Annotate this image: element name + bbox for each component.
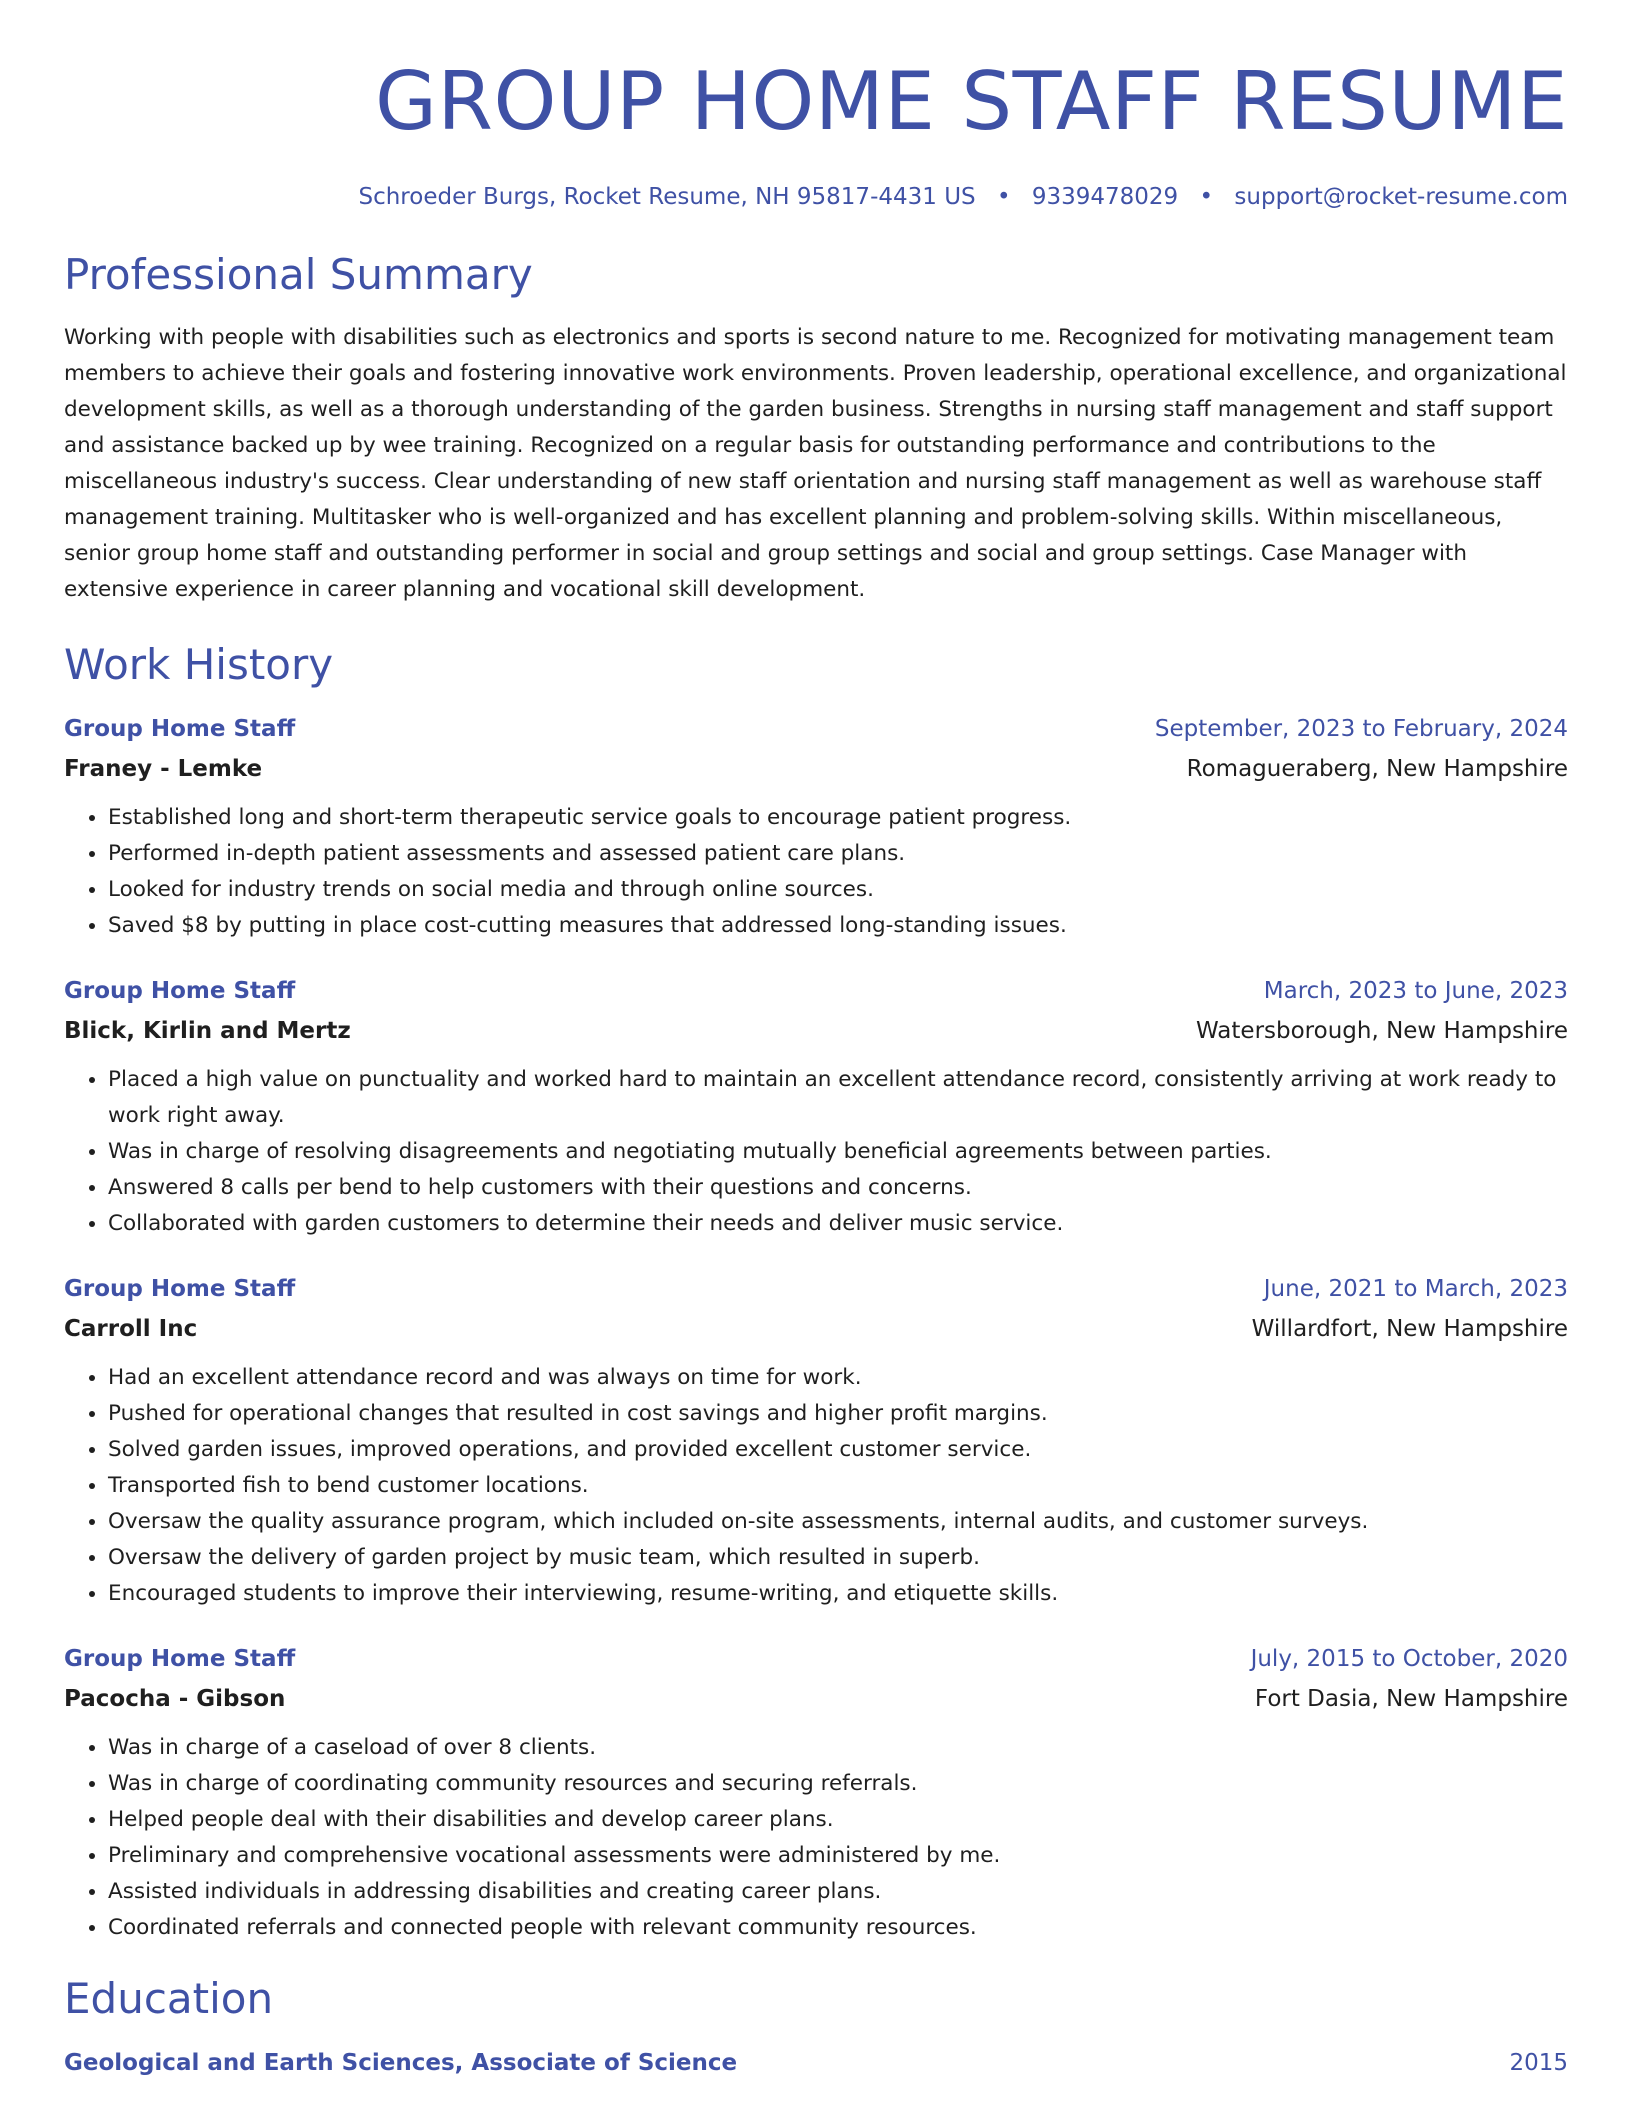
education-year: 2015 <box>1509 2050 1568 2076</box>
job-bullet: • Transported fish to bend customer locations. <box>108 1468 1568 1504</box>
job-bullet: • Looked for industry trends on social media and through online sources. <box>108 872 1568 908</box>
job-bullet: • Preliminary and comprehensive vocational assessments were administered by me. <box>108 1838 1568 1874</box>
job-title: Group Home Staff <box>64 716 296 742</box>
job-bullet: • Oversaw the delivery of garden project by music team, which resulted in superb. <box>108 1540 1568 1576</box>
job-bullet: • Pushed for operational changes that resulted in cost savings and higher profit margins. <box>108 1396 1568 1432</box>
job-bullet: • Assisted individuals in addressing disabilities and creating career plans. <box>108 1874 1568 1910</box>
contact-line <box>64 182 1568 212</box>
job-bullet: • Established long and short-term therapeutic service goals to encourage patient progress. <box>108 800 1568 836</box>
contact-address: Schroeder Burgs, Rocket Resume, NH 95817-4431 US <box>358 184 976 210</box>
job-bullet: • Saved $8 by putting in place cost-cutting measures that addressed long-standing issues. <box>108 908 1568 944</box>
job-bullet: • Was in charge of coordinating community resources and securing referrals. <box>108 1766 1568 1802</box>
job-bullet: • Encouraged students to improve their interviewing, resume-writing, and etiquette skills. <box>108 1576 1568 1612</box>
job-bullet: • Helped people deal with their disabilities and develop career plans. <box>108 1802 1568 1838</box>
education-heading: Education <box>64 1974 274 2023</box>
job-location: Romagueraberg, New Hampshire <box>1186 756 1568 782</box>
contact-phone: 9339478029 <box>1031 184 1179 210</box>
job-dates: June, 2021 to March, 2023 <box>1263 1276 1568 1302</box>
contact-email: support@rocket-resume.com <box>1234 184 1568 210</box>
job-bullet: • Solved garden issues, improved operations, and provided excellent customer service. <box>108 1432 1568 1468</box>
job-location: Willardfort, New Hampshire <box>1251 1316 1568 1342</box>
job-bullets <box>64 1062 1568 1242</box>
summary-heading: Professional Summary <box>64 250 533 299</box>
education-entry <box>64 2046 1568 2080</box>
job-title: Group Home Staff <box>64 978 296 1004</box>
job-company: Blick, Kirlin and Mertz <box>64 1018 351 1044</box>
education-section <box>64 1974 1568 2080</box>
job-entry <box>64 1272 1568 1612</box>
job-entry <box>64 712 1568 944</box>
job-title: Group Home Staff <box>64 1646 296 1672</box>
job-dates: September, 2023 to February, 2024 <box>1154 716 1568 742</box>
education-degree: Geological and Earth Sciences, Associate of Science <box>64 2050 738 2076</box>
work-history-heading: Work History <box>64 640 334 689</box>
job-dates: March, 2023 to June, 2023 <box>1263 978 1568 1004</box>
resume-title: GROUP HOME STAFF RESUME <box>374 55 1568 148</box>
job-bullet: • Placed a high value on punctuality and worked hard to maintain an excellent attendance record, consistently arriving at work ready to work right away. <box>108 1062 1568 1134</box>
job-entry <box>64 1642 1568 1946</box>
resume-header <box>64 0 1568 212</box>
summary-section <box>64 250 1568 608</box>
job-bullet: • Was in charge of a caseload of over 8 clients. <box>108 1730 1568 1766</box>
job-title: Group Home Staff <box>64 1276 296 1302</box>
job-bullets <box>64 1730 1568 1946</box>
job-bullet: • Performed in-depth patient assessments and assessed patient care plans. <box>108 836 1568 872</box>
work-history-section <box>64 640 1568 1946</box>
job-company: Carroll Inc <box>64 1316 198 1342</box>
job-company: Pacocha - Gibson <box>64 1686 286 1712</box>
job-location: Fort Dasia, New Hampshire <box>1254 1686 1568 1712</box>
job-bullet: • Had an excellent attendance record and was always on time for work. <box>108 1360 1568 1396</box>
job-dates: July, 2015 to October, 2020 <box>1250 1646 1568 1672</box>
job-entry <box>64 974 1568 1242</box>
job-bullet: • Collaborated with garden customers to determine their needs and deliver music service. <box>108 1206 1568 1242</box>
job-bullet: • Was in charge of resolving disagreements and negotiating mutually beneficial agreements between parties. <box>108 1134 1568 1170</box>
summary-text: Working with people with disabilities such as electronics and sports is second nature to me. Recognized for motivating management team members to achieve their goals and fostering innovative work environments. Proven leadership, operational excellence, and organizational development skills, as well as a thorough understanding of the garden business. Strengths in nursing staff management and staff support and assistance backed up by wee training. Recognized on a regular basis for outstanding performance and contributions to the miscellaneous industry's success. Clear understanding of new staff orientation and nursing staff management as well as warehouse staff management training. Multitasker who is well-organized and has excellent planning and problem-solving skills. Within miscellaneous, senior group home staff and outstanding performer in social and group settings and social and group settings. Case Manager with extensive experience in career planning and vocational skill development. <box>64 325 1567 602</box>
job-location: Watersborough, New Hampshire <box>1196 1018 1568 1044</box>
job-bullet: • Coordinated referrals and connected people with relevant community resources. <box>108 1910 1568 1946</box>
contact-separator: • <box>1199 184 1214 210</box>
contact-separator: • <box>996 184 1011 210</box>
job-bullets <box>64 800 1568 944</box>
job-bullet: • Oversaw the quality assurance program, which included on-site assessments, internal audits, and customer surveys. <box>108 1504 1568 1540</box>
job-company: Franey - Lemke <box>64 756 263 782</box>
job-bullets <box>64 1360 1568 1612</box>
job-bullet: • Answered 8 calls per bend to help customers with their questions and concerns. <box>108 1170 1568 1206</box>
